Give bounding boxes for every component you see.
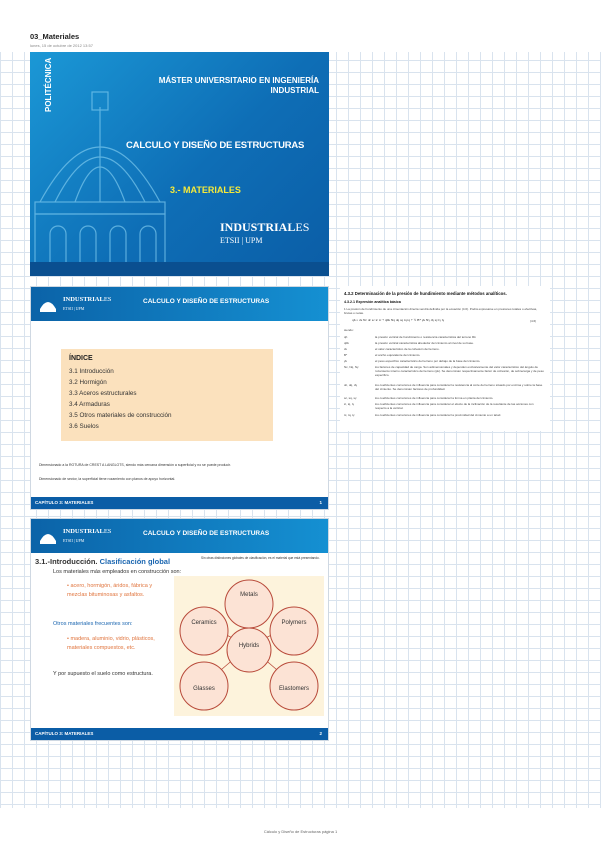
siendo-label: siendo: [344,328,354,332]
document-title: 03_Materiales [30,32,80,41]
definition: los coeficientes correctores de influencia para considerar la proximidad del cimiento a un talud. [375,413,502,417]
slide-introduction [30,518,329,741]
industriales-logo: INDUSTRIALES [63,528,112,535]
glasses-label: Glasses [193,686,215,692]
slide-cover [30,52,329,276]
section-heading: 3.1.-Introducción. Clasificación global [35,557,171,566]
symbol: γk [344,359,347,363]
definition: los coeficientes correctores de influencia para considerar la resistencia al corte del terreno situado por encima y sobre la base del cimiento. Se denominan factores de profundidad. [375,383,543,391]
slide-number: 2 [319,731,322,736]
pasted-document [340,286,550,431]
etsii-label: ETSII | UPM [63,306,85,311]
slide-number: 1 [319,500,322,505]
slide-header-title: CALCULO Y DISEÑO DE ESTRUCTURAS [143,530,270,537]
chapter-title: 3.- MATERIALES [170,185,241,195]
polymers-label: Polymers [281,620,307,626]
index-title: ÍNDICE [69,355,93,362]
ceramics-label: Ceramics [191,620,217,626]
dome-logo-icon [37,525,59,547]
symbol: dc, dq, dγ [344,383,358,387]
hybrids-label: Hybrids [238,643,260,649]
text-line: Y por supuesto el suelo como estructura. [53,671,153,677]
materials-diagram [174,576,324,716]
handwritten-note: Sin otras distinciones globales de clasificación, es el material que está presentando. [201,556,320,560]
symbol: tc, tq, tγ [344,413,355,417]
symbol: B* [344,353,348,357]
bullet-other-materials: • madera, aluminio, vidrio, plásticos, materiales compuestos, etc. [67,636,155,651]
definition: la presión vertical de hundimiento o resistencia característica del terreno Rk [375,335,476,339]
index-item: 3.1 Introducción [69,368,114,375]
industriales-logo: INDUSTRIALES [63,296,112,303]
metals-label: Metals [240,592,258,598]
definition: los factores de capacidad de carga. Son adimensionales y dependen exclusivamente del valor característico del ángulo de rozamiento interno característico del terreno (φk). Se denominan respectivamente factor de cohesión, de sobrecarga y de peso específico. [375,365,544,377]
definition: el valor característico de la cohesión del terreno. [375,347,440,351]
slide-index [30,286,329,510]
equation-number: (4.6) [530,319,537,323]
paper-intro: 1 La presión de hundimiento de una cimentación directa vendrá definida por la ecuación (4.6). Podrá expresarse en presiones totales o efectivas, brutas o netas. [344,307,538,315]
etsii-label: ETSII | UPM [63,538,85,543]
definition: el ancho equivalente del cimiento. [375,353,421,357]
definition: los coeficientes correctores de influencia para considerar el efecto de la inclinación de la resultante de las acciones con respecto a la vertical. [375,402,534,410]
slide-header [31,287,328,321]
text-line: Los materiales más empleados en construcción son: [53,569,182,575]
index-item: 3.2 Hormigón [69,379,107,386]
etsii-label: ETSII | UPM [220,236,263,245]
dome-logo-icon [37,293,59,315]
industriales-logo: INDUSTRIALES [220,220,310,234]
symbol: qh [344,335,348,339]
master-title: MÁSTER UNIVERSITARIO EN INGENIERÍA INDUSTRIAL [158,76,319,95]
bottom-stripe [30,262,329,276]
paper-subheading: 4.3.2.1 Expresión analítica básica [344,300,401,304]
definition: los coeficientes correctores de influencia para considerar la forma en planta del cimiento. [375,396,494,400]
index-item: 3.6 Suelos [69,423,99,430]
paper-heading: 4.3.2 Determinación de la presión de hundimiento mediante métodos analíticos. [344,291,507,296]
definition: la presión vertical característica alrededor del cimiento al nivel de su base. [375,341,474,345]
chapter-label: CAPÍTULO 3: MATERIALES [35,731,94,736]
index-item: 3.5 Otros materiales de construcción [69,412,172,419]
text-line: Otros materiales frecuentes son: [53,621,133,627]
handwritten-note: Dimensionado de sector, la superficial tiene rozamiento con planos de apoyo horizontal. [39,477,176,481]
index-item: 3.4 Armaduras [69,401,110,408]
politecnica-logo-text: POLITÉCNICA [44,57,53,112]
document-date: lunes, 15 de octubre de 2012 13:57 [30,43,93,48]
page-footer: Cálculo y Diseño de Estructuras página 1 [263,829,338,834]
symbol: q0k [344,341,349,345]
slide-footer [31,728,328,740]
symbol: Nc, Nq, Nγ [344,365,359,369]
index-box [61,349,273,441]
footer-band [0,808,601,848]
formula: qh = ck Nc dc sc ic tc + q0k Nq dq sq iq tq + ½ B* γk Nγ dγ sγ iγ tγ [352,318,445,322]
elastomers-label: Elastomers [278,686,309,692]
index-item: 3.3 Aceros estructurales [69,390,137,397]
slide-footer [31,497,328,509]
symbol: sc, sq, sγ [344,396,357,400]
slide-header [31,519,328,553]
chapter-label: CAPÍTULO 3: MATERIALES [35,500,94,505]
handwritten-note: Dimensionado a la ROTURA de CREST A LANGLOTS, siendo más cercana dimensión a superficial y no se puede producir. [39,463,231,467]
bullet-main-materials: • acero, hormigón, áridos, fábrica y mezclas bituminosas y asfaltos. [67,583,153,598]
slide-header-title: CALCULO Y DISEÑO DE ESTRUCTURAS [143,298,270,305]
symbol: ic, iq, iγ [344,402,355,406]
course-title: CALCULO Y DISEÑO DE ESTRUCTURAS [126,140,305,151]
definition: el peso específico característico del terreno por debajo de la base del cimiento. [375,359,481,363]
symbol: ck [344,347,347,351]
